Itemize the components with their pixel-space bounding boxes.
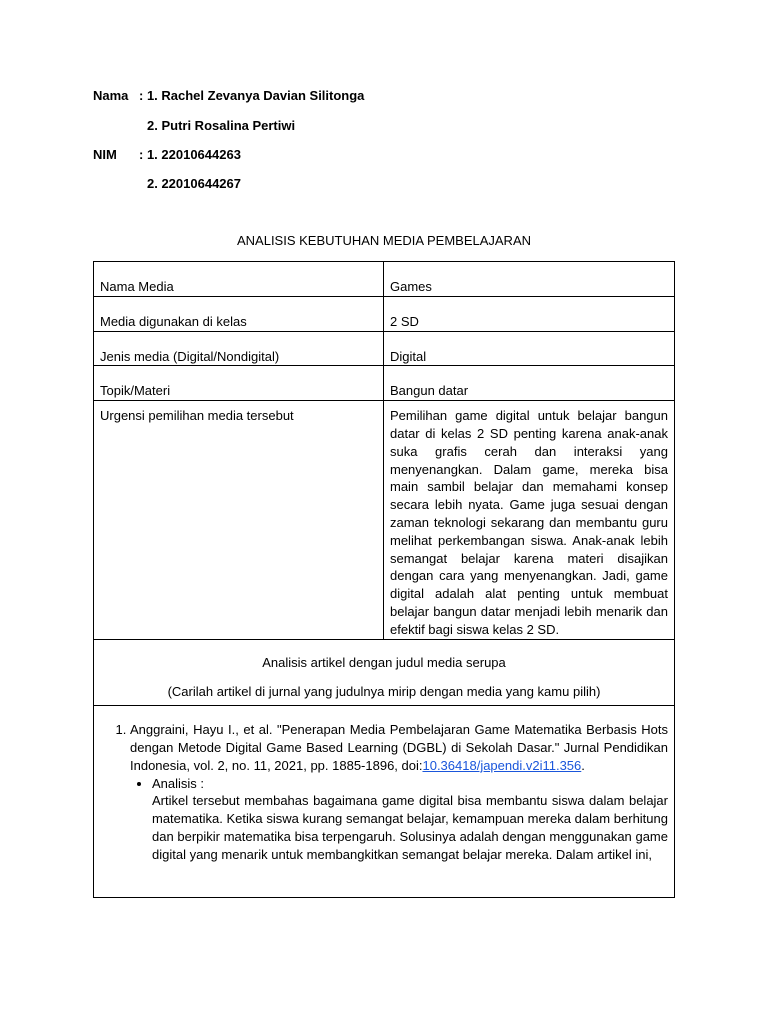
references-cell: [94, 706, 675, 898]
list-item: [130, 721, 668, 863]
analysis-label: Analisis :: [152, 775, 205, 791]
document-title: ANALISIS KEBUTUHAN MEDIA PEMBELAJARAN: [236, 233, 532, 248]
nim-label: NIM: [93, 147, 117, 162]
student-name-2: 2. Putri Rosalina Pertiwi: [147, 118, 296, 133]
row-label: Nama Media: [94, 262, 384, 297]
row-label: Urgensi pemilihan media tersebut: [94, 401, 384, 639]
table-row: [94, 401, 675, 639]
row-label: Media digunakan di kelas: [94, 296, 384, 331]
analysis-section-cell: [94, 639, 675, 706]
row-label: Topik/Materi: [94, 366, 384, 401]
row-label: Jenis media (Digital/Nondigital): [94, 331, 384, 366]
row-value: Digital: [384, 331, 675, 366]
analysis-bullets: [130, 775, 668, 864]
reference-list: [100, 721, 668, 863]
student-nim-2: 2. 22010644267: [147, 176, 241, 191]
row-value: Games: [384, 262, 675, 297]
table-row: [94, 706, 675, 898]
table-row: [94, 296, 675, 331]
list-item: [152, 775, 668, 864]
analysis-heading: Analisis artikel dengan judul media serupa: [262, 654, 506, 670]
row-value: 2 SD: [384, 296, 675, 331]
table-row: [94, 331, 675, 366]
analysis-table: [93, 261, 675, 898]
doi-link[interactable]: 10.36418/japendi.v2i11.356: [422, 757, 582, 773]
table-row: [94, 262, 675, 297]
analysis-text: Artikel tersebut membahas bagaimana game digital bisa membantu siswa dalam belajar matematika. Ketika siswa kurang semangat belajar, kemampuan mereka dalam berhitung dan berpikir matematika bisa terpengaruh. Solusinya adalah dengan menggunakan game digital yang menarik untuk membangkitkan semangat belajar mereka. Dalam artikel ini,: [152, 793, 668, 862]
analysis-instruction: (Carilah artikel di jurnal yang judulnya mirip dengan media yang kamu pilih): [167, 684, 601, 700]
nim-row: [93, 147, 241, 162]
student-name-1: : 1. Rachel Zevanya Davian Silitonga: [139, 88, 365, 103]
reference-end: .: [581, 757, 585, 773]
name-row: [93, 88, 364, 103]
table-row: [94, 639, 675, 706]
reference-citation: Anggraini, Hayu I., et al. "Penerapan Media Pembelajaran Game Matematika Berbasis Hots dengan Metode Digital Game Based Learning (DGBL) di Sekolah Dasar." Jurnal Pendidikan Indonesia, vol. 2, no. 11, 2021, pp. 1885-1896, doi:: [130, 722, 668, 773]
row-value: Pemilihan game digital untuk belajar bangun datar di kelas 2 SD penting karena anak-anak suka grafis cerah dan interaksi yang menyenangkan. Dalam game, mereka bisa main sambil belajar dan memahami konsep secara lebih nyata. Game juga sesuai dengan zaman teknologi sekarang dan membantu guru melihat perkembangan siswa. Anak-anak lebih semangat belajar karena materi disajikan dengan cara yang menyenangkan. Jadi, game digital adalah alat penting untuk membuat belajar bangun datar menjadi lebih menarik dan efektif bagi siswa kelas 2 SD.: [384, 401, 675, 639]
row-value: Bangun datar: [384, 366, 675, 401]
table-row: [94, 366, 675, 401]
student-nim-1: : 1. 22010644263: [139, 147, 241, 162]
name-label: Nama: [93, 88, 129, 103]
